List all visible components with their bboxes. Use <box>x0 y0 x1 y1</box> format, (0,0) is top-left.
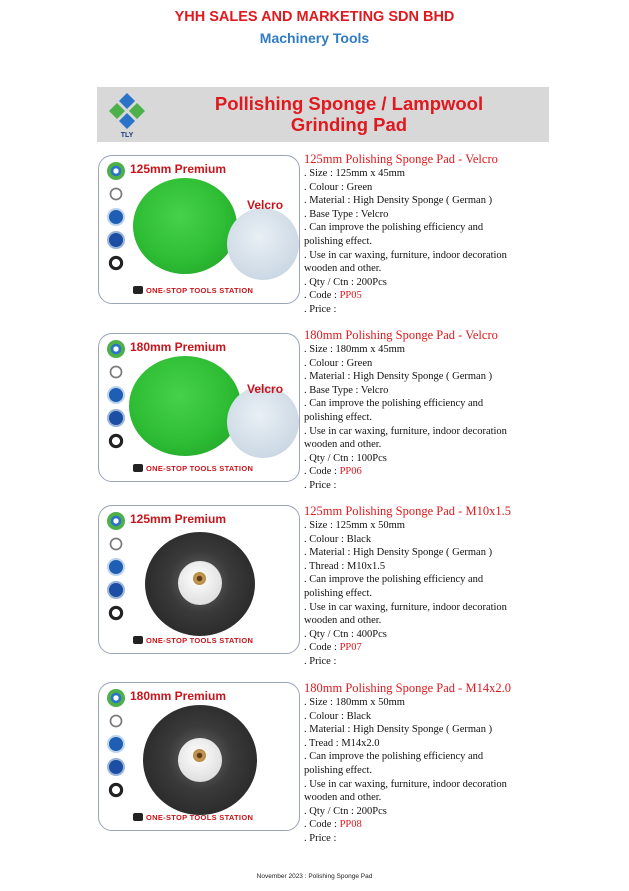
spec-line: wooden and other. <box>304 263 382 275</box>
tuv-badge-icon <box>107 758 125 776</box>
station-icon <box>133 813 143 821</box>
product-title: 180mm Polishing Sponge Pad - M14x2.0 <box>304 681 511 695</box>
page-footer: November 2023 : Polishing Sponge Pad <box>256 873 373 880</box>
station-tagline <box>133 813 253 822</box>
product-description <box>304 152 624 317</box>
spec-line: . Qty / Ctn : 200Pcs <box>304 276 387 288</box>
spec-line: . Base Type : Velcro <box>304 208 389 220</box>
spec-line: . Material : High Density Sponge ( German ) <box>304 547 493 559</box>
spec-line: . Size : 180mm x 50mm <box>304 697 405 708</box>
product-title: 125mm Polishing Sponge Pad - Velcro <box>304 152 498 166</box>
spec-line: . Use in car waxing, furniture, indoor decoration <box>304 601 507 613</box>
product-description <box>304 504 624 669</box>
green-sponge-pad-image <box>133 178 237 274</box>
spec-line: . Can improve the polishing efficiency and <box>304 222 484 234</box>
station-text: ONE-STOP TOOLS STATION <box>146 464 254 473</box>
gs-badge-icon <box>107 432 125 450</box>
station-tagline <box>133 636 253 645</box>
banner-title-line1: Pollishing Sponge / Lampwool <box>214 93 484 114</box>
spec-line: . Size : 125mm x 50mm <box>304 520 405 531</box>
image-size-label: 180mm Premium <box>129 340 227 354</box>
product-title: 180mm Polishing Sponge Pad - Velcro <box>304 328 498 342</box>
station-text: ONE-STOP TOOLS STATION <box>146 636 254 645</box>
price-line: . Price : <box>304 303 337 315</box>
spec-line: . Tread : M14x2.0 <box>304 737 380 749</box>
product-code-line <box>304 641 624 655</box>
quality-laurel-icon <box>107 185 125 203</box>
spec-line: polishing effect. <box>304 235 373 247</box>
velcro-base-image <box>227 208 299 280</box>
iso-badge-icon <box>107 208 125 226</box>
station-tagline <box>133 464 253 473</box>
spec-line: . Qty / Ctn : 400Pcs <box>304 628 387 640</box>
spec-line: . Can improve the polishing efficiency and <box>304 751 484 763</box>
spec-line: . Thread : M10x1.5 <box>304 560 386 572</box>
tuv-badge-icon <box>107 231 125 249</box>
velcro-label: Velcro <box>247 198 284 212</box>
spec-line: . Qty / Ctn : 100Pcs <box>304 452 387 464</box>
iso-badge-icon <box>107 735 125 753</box>
image-size-label: 125mm Premium <box>129 162 227 176</box>
velcro-base-image <box>227 386 299 458</box>
spec-line: wooden and other. <box>304 792 382 804</box>
product-image-card <box>98 155 300 304</box>
tly-logo-icon <box>105 91 149 139</box>
banner-title-line2: Grinding Pad <box>290 114 408 135</box>
green-sponge-pad-image <box>129 356 241 456</box>
iso-badge-icon <box>107 386 125 404</box>
product-code: PP05 <box>339 290 362 302</box>
station-icon <box>133 286 143 294</box>
spec-line: . Colour : Green <box>304 357 373 369</box>
tuv-badge-icon <box>107 581 125 599</box>
thread-nut-icon <box>193 749 206 762</box>
price-line: . Price : <box>304 655 337 667</box>
product-description <box>304 328 624 493</box>
certification-badges <box>105 512 127 627</box>
spec-line: . Size : 180mm x 45mm <box>304 344 405 355</box>
code-label: . Code : <box>304 819 340 831</box>
product-image-card <box>98 682 300 831</box>
code-label: . Code : <box>304 290 340 302</box>
quality-laurel-icon <box>107 712 125 730</box>
code-label: . Code : <box>304 642 340 654</box>
product-code-line <box>304 289 624 303</box>
spec-line: . Use in car waxing, furniture, indoor decoration <box>304 425 507 437</box>
code-label: . Code : <box>304 466 340 478</box>
certification-badges <box>105 340 127 455</box>
spec-line: . Material : High Density Sponge ( German ) <box>304 195 493 207</box>
spec-line: wooden and other. <box>304 439 382 451</box>
quality-laurel-icon <box>107 363 125 381</box>
logo-text: TLY <box>120 132 134 139</box>
title-banner <box>97 87 549 142</box>
company-name: YHH SALES AND MARKETING SDN BHD <box>174 9 455 25</box>
price-line: . Price : <box>304 479 337 491</box>
station-text: ONE-STOP TOOLS STATION <box>146 813 254 822</box>
product-code: PP07 <box>339 642 362 654</box>
station-text: ONE-STOP TOOLS STATION <box>146 286 254 295</box>
spec-line: . Qty / Ctn : 200Pcs <box>304 805 387 817</box>
price-line: . Price : <box>304 832 337 844</box>
spec-line: wooden and other. <box>304 615 382 627</box>
product-image-card <box>98 505 300 654</box>
document-subtitle: Machinery Tools <box>259 30 370 46</box>
spec-line: polishing effect. <box>304 411 373 423</box>
image-size-label: 125mm Premium <box>129 512 227 526</box>
gs-badge-icon <box>107 254 125 272</box>
certification-badges <box>105 689 127 804</box>
spec-line: . Colour : Green <box>304 181 373 193</box>
spec-line: . Material : High Density Sponge ( German ) <box>304 724 493 736</box>
spec-line: . Colour : Black <box>304 533 372 545</box>
product-code-line <box>304 465 624 479</box>
product-code: PP06 <box>339 466 362 478</box>
spec-line: . Use in car waxing, furniture, indoor decoration <box>304 249 507 261</box>
spec-line: . Material : High Density Sponge ( German ) <box>304 371 493 383</box>
station-icon <box>133 636 143 644</box>
tuv-badge-icon <box>107 409 125 427</box>
gs-badge-icon <box>107 781 125 799</box>
banner-title <box>149 93 549 135</box>
spec-line: . Base Type : Velcro <box>304 384 389 396</box>
product-code-line <box>304 818 624 832</box>
velcro-label: Velcro <box>247 382 284 396</box>
station-tagline <box>133 286 253 295</box>
spec-line: . Use in car waxing, furniture, indoor decoration <box>304 778 507 790</box>
spec-line: polishing effect. <box>304 587 373 599</box>
gs-badge-icon <box>107 604 125 622</box>
station-icon <box>133 464 143 472</box>
thread-nut-icon <box>193 572 206 585</box>
certification-badges <box>105 162 127 277</box>
spec-line: . Can improve the polishing efficiency and <box>304 398 484 410</box>
product-image-card <box>98 333 300 482</box>
iso-badge-icon <box>107 558 125 576</box>
spec-line: . Can improve the polishing efficiency and <box>304 574 484 586</box>
product-title: 125mm Polishing Sponge Pad - M10x1.5 <box>304 504 511 518</box>
quality-laurel-icon <box>107 535 125 553</box>
spec-line: . Size : 125mm x 45mm <box>304 168 405 179</box>
product-description <box>304 681 624 846</box>
spec-line: . Colour : Black <box>304 710 372 722</box>
spec-line: polishing effect. <box>304 764 373 776</box>
product-code: PP08 <box>339 819 362 831</box>
tly-logo <box>105 91 149 139</box>
image-size-label: 180mm Premium <box>129 689 227 703</box>
